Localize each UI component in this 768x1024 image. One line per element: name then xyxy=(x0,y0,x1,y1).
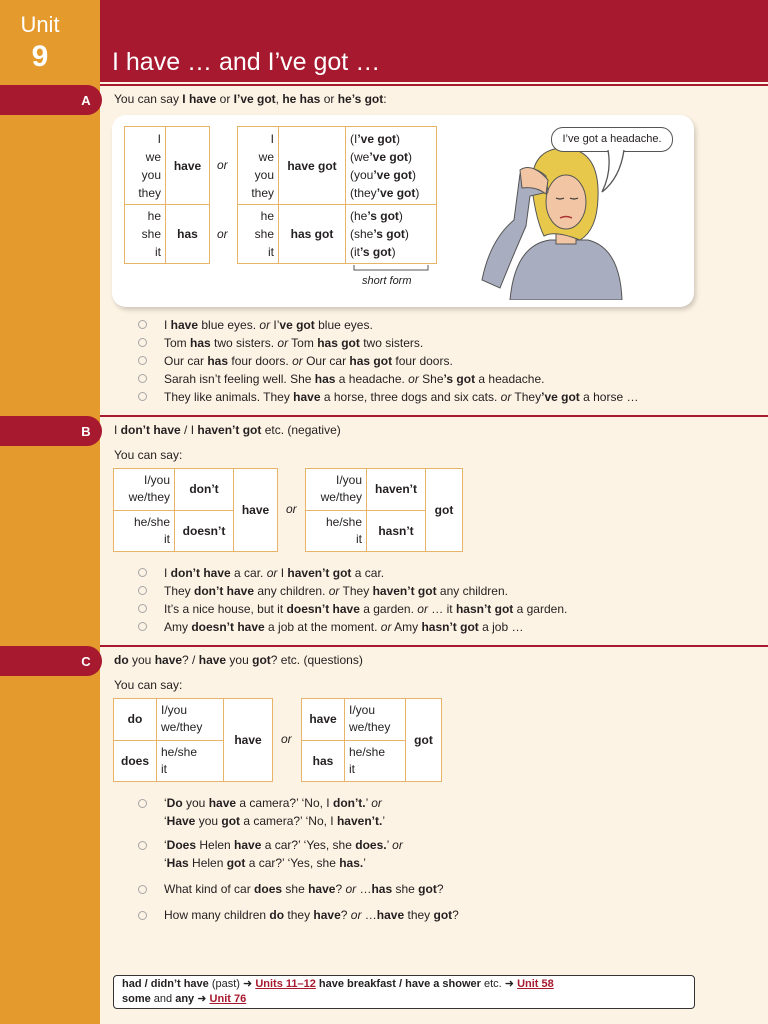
has-cell: has xyxy=(302,740,345,782)
text-segment: have xyxy=(376,908,405,922)
section-a-letter: A xyxy=(81,93,91,108)
text-segment: have xyxy=(313,908,341,922)
example-text xyxy=(164,794,382,812)
text-segment: haven’t got xyxy=(287,566,352,580)
text-segment: you xyxy=(182,796,209,810)
text-segment: she xyxy=(392,882,419,896)
bullet-icon xyxy=(138,356,147,365)
example-text xyxy=(164,812,385,830)
text-segment: have xyxy=(208,796,237,810)
text-segment: a headache. xyxy=(335,372,409,386)
text-segment: Helen xyxy=(188,856,227,870)
text-segment: a car. xyxy=(351,566,385,580)
have-got-table xyxy=(237,126,437,264)
text-segment: have xyxy=(308,882,336,896)
doesnt-cell: doesn’t xyxy=(175,510,234,552)
text-segment: has got xyxy=(317,336,360,350)
text-segment: ’ xyxy=(365,796,372,810)
plural-pronouns-cell: I/you we/they xyxy=(306,469,367,511)
text-segment: has. xyxy=(339,856,364,870)
text-segment: Tom xyxy=(164,336,191,350)
text-segment: They xyxy=(339,584,373,598)
text-segment: any children. xyxy=(436,584,508,598)
hasnt-cell: hasn’t xyxy=(367,510,426,552)
text-segment: ’ve got xyxy=(541,390,580,404)
text-segment: a job … xyxy=(478,620,524,634)
singular-pronouns-cell: he/she it xyxy=(306,510,367,552)
text-segment: ‘ xyxy=(164,814,167,828)
text-segment: etc. ➜ xyxy=(480,978,518,990)
text-segment: or xyxy=(328,584,340,598)
short-form-label: short form xyxy=(362,275,412,287)
text-segment: a horse, three dogs and six cats. xyxy=(320,390,501,404)
section-a-rule xyxy=(100,84,768,86)
got-cell: got xyxy=(426,469,463,552)
section-c-intro: do you have? / have you got? etc. (questions) xyxy=(114,653,363,667)
text-segment: or xyxy=(259,318,271,332)
text-segment: got xyxy=(418,882,437,896)
plural-pronouns-cell: I we you they xyxy=(238,127,279,205)
text-segment: Our car xyxy=(302,354,350,368)
text-segment: has xyxy=(314,372,336,386)
text-segment: … xyxy=(356,882,372,896)
text-segment: any xyxy=(175,993,195,1005)
text-segment: and xyxy=(150,993,176,1005)
bullet-icon xyxy=(138,568,147,577)
singular-pronouns-cell: he she it xyxy=(238,205,279,264)
text-segment: I xyxy=(277,566,288,580)
text-segment: They xyxy=(164,584,195,598)
text-segment: or xyxy=(292,354,303,368)
speech-bubble-tail xyxy=(600,150,630,195)
negative-got-table xyxy=(305,468,463,552)
example-text xyxy=(164,316,373,334)
reference-line xyxy=(122,977,554,990)
short-form-bracket xyxy=(352,264,432,274)
got-cell: got xyxy=(406,699,442,782)
bullet-icon xyxy=(138,885,147,894)
text-segment: Have xyxy=(166,814,196,828)
bullet-icon xyxy=(138,392,147,401)
bullet-icon xyxy=(138,911,147,920)
example-text xyxy=(164,388,638,406)
text-segment: What kind of car xyxy=(164,882,255,896)
singular-pronouns-cell: he she it xyxy=(125,205,166,264)
bullet-icon xyxy=(138,841,147,850)
question-table xyxy=(113,698,273,782)
example-text xyxy=(164,600,567,618)
text-segment: I xyxy=(164,566,171,580)
text-segment: or xyxy=(350,908,362,922)
or-word: or xyxy=(286,502,297,516)
text-segment: do xyxy=(269,908,285,922)
text-segment: two sisters. xyxy=(210,336,278,350)
text-segment: Sarah isn’t feeling well. She xyxy=(164,372,315,386)
bullet-icon xyxy=(138,338,147,347)
bullet-icon xyxy=(138,320,147,329)
short-form-singular-cell: (he’s got) (she’s got) (it’s got) xyxy=(346,205,437,264)
unit-sidebar xyxy=(0,0,100,1024)
text-segment: ? xyxy=(452,908,459,922)
text-segment: have xyxy=(170,318,199,332)
section-c-rule xyxy=(100,645,768,647)
text-segment: does xyxy=(254,882,283,896)
text-segment: ’ xyxy=(382,814,385,828)
text-segment: got xyxy=(226,856,246,870)
or-word: or xyxy=(217,227,228,241)
plural-pronouns-cell: I we you they xyxy=(125,127,166,205)
text-segment: does. xyxy=(355,838,387,852)
unit-label: Unit xyxy=(20,12,60,37)
text-segment: has xyxy=(371,882,393,896)
text-segment: or xyxy=(417,602,428,616)
unit-number: 9 xyxy=(31,40,49,73)
text-segment: haven’t. xyxy=(336,814,383,828)
section-c-letter: C xyxy=(81,654,91,669)
plural-pronouns-cell: I/you we/they xyxy=(114,469,175,511)
text-segment: a garden. xyxy=(513,602,568,616)
text-segment: or xyxy=(345,882,357,896)
example-text xyxy=(164,352,453,370)
page-title: I have … and I’ve got … xyxy=(112,48,381,76)
text-segment: doesn’t have xyxy=(191,620,265,634)
or-word: or xyxy=(217,158,228,172)
have-cell: have xyxy=(224,699,273,782)
example-text xyxy=(164,334,423,352)
havent-cell: haven’t xyxy=(367,469,426,511)
do-cell: do xyxy=(114,699,157,741)
text-segment: Has xyxy=(166,856,189,870)
text-segment: Tom xyxy=(288,336,318,350)
plural-pronouns-cell: I/you we/they xyxy=(345,699,406,741)
text-segment: or xyxy=(266,566,278,580)
text-segment: doesn’t have xyxy=(286,602,360,616)
text-segment: ’ xyxy=(386,838,393,852)
text-segment: ? xyxy=(436,882,444,896)
text-segment: ’s got xyxy=(443,372,476,386)
example-text xyxy=(164,906,459,924)
text-segment: or xyxy=(277,336,289,350)
bullet-icon xyxy=(138,604,147,613)
text-segment: a job at the moment. xyxy=(264,620,381,634)
text-segment: two sisters. xyxy=(359,336,424,350)
singular-pronouns-cell: he/she it xyxy=(345,740,406,782)
text-segment: blue eyes. xyxy=(198,318,260,332)
text-segment: don’t have xyxy=(170,566,231,580)
unit-link[interactable]: Units 11–12 xyxy=(255,978,316,990)
text-segment: ? xyxy=(340,908,351,922)
text-segment: ‘ xyxy=(164,838,167,852)
text-segment: got xyxy=(221,814,241,828)
text-segment: four doors. xyxy=(392,354,453,368)
text-segment: a horse … xyxy=(579,390,639,404)
text-segment: Amy xyxy=(391,620,422,634)
text-segment: have breakfast / have a shower xyxy=(318,978,481,990)
text-segment: has got xyxy=(349,354,393,368)
text-segment: (past) ➜ xyxy=(208,978,256,990)
text-segment: a garden. xyxy=(359,602,418,616)
text-segment: have xyxy=(234,838,262,852)
text-segment: ➜ xyxy=(194,993,210,1005)
section-b-letter: B xyxy=(81,424,91,439)
text-segment: ve got xyxy=(279,318,315,332)
text-segment: or xyxy=(371,796,382,810)
text-segment: ‘ xyxy=(164,796,167,810)
has-cell: has xyxy=(166,205,210,264)
text-segment: you xyxy=(195,814,222,828)
text-segment: Do xyxy=(166,796,183,810)
you-can-say-label: You can say: xyxy=(114,678,183,692)
plural-pronouns-cell: I/you we/they xyxy=(157,699,224,741)
unit-link[interactable]: Unit 76 xyxy=(209,993,247,1005)
text-segment: or xyxy=(500,390,512,404)
text-segment: They like animals. They xyxy=(164,390,294,404)
text-segment: How many children xyxy=(164,908,270,922)
text-segment: or xyxy=(408,372,419,386)
text-segment: a car?’ ‘Yes, she xyxy=(261,838,356,852)
dont-cell: don’t xyxy=(175,469,234,511)
bullet-icon xyxy=(138,374,147,383)
text-segment: I’ xyxy=(270,318,280,332)
text-segment: haven’t got xyxy=(372,584,437,598)
text-segment: hasn’t got xyxy=(455,602,514,616)
have-cell: have xyxy=(166,127,210,205)
or-word: or xyxy=(281,732,292,746)
bullet-icon xyxy=(138,586,147,595)
reference-line xyxy=(122,992,246,1005)
text-segment: a headache. xyxy=(475,372,545,386)
example-text xyxy=(164,564,384,582)
text-segment: … xyxy=(361,908,377,922)
section-b-intro: I don’t have / I haven’t got etc. (negative) xyxy=(114,423,341,437)
text-segment: has xyxy=(207,354,229,368)
text-segment: Does xyxy=(166,838,197,852)
text-segment: It’s a nice house, but it xyxy=(164,602,287,616)
negative-table xyxy=(113,468,278,552)
text-segment: They xyxy=(511,390,542,404)
text-segment: some xyxy=(122,993,151,1005)
speech-bubble: I’ve got a headache. xyxy=(551,127,673,152)
text-segment: ? xyxy=(335,882,346,896)
text-segment: they xyxy=(404,908,434,922)
have-has-table xyxy=(124,126,210,264)
text-segment: she xyxy=(282,882,309,896)
unit-link[interactable]: Unit 58 xyxy=(517,978,554,990)
section-a-intro: You can say I have or I’ve got, he has or he’s got: xyxy=(114,92,387,106)
text-segment: Our car xyxy=(164,354,208,368)
text-segment: got xyxy=(433,908,453,922)
text-segment: a camera?’ ‘No, I xyxy=(236,796,333,810)
example-text xyxy=(164,854,366,872)
example-text xyxy=(164,582,508,600)
bullet-icon xyxy=(138,622,147,631)
text-segment: ’ xyxy=(363,856,366,870)
singular-pronouns-cell: he/she it xyxy=(157,740,224,782)
have-got-cell: have got xyxy=(279,127,346,205)
text-segment: don’t have xyxy=(194,584,255,598)
text-segment: don’t. xyxy=(332,796,366,810)
text-segment: have xyxy=(293,390,321,404)
short-form-plural-cell: (I’ve got) (we’ve got) (you’ve got) (they’ve got) xyxy=(346,127,437,205)
example-text xyxy=(164,618,523,636)
example-text xyxy=(164,836,403,854)
does-cell: does xyxy=(114,740,157,782)
text-segment: or xyxy=(380,620,392,634)
text-segment: Amy xyxy=(164,620,192,634)
text-segment: a camera?’ ‘No, I xyxy=(240,814,337,828)
text-segment: four doors. xyxy=(228,354,293,368)
text-segment: blue eyes. xyxy=(314,318,373,332)
text-segment: … it xyxy=(427,602,456,616)
text-segment: I xyxy=(164,318,171,332)
text-segment: She xyxy=(418,372,444,386)
have-cell: have xyxy=(302,699,345,741)
example-text xyxy=(164,370,545,388)
section-c-examples xyxy=(138,794,658,934)
question-got-table xyxy=(301,698,442,782)
text-segment: they xyxy=(284,908,314,922)
text-segment: a car. xyxy=(230,566,267,580)
text-segment: had / didn’t have xyxy=(122,978,209,990)
example-text xyxy=(164,880,444,898)
you-can-say-label: You can say: xyxy=(114,448,183,462)
text-segment: a car?’ ‘Yes, she xyxy=(245,856,340,870)
text-segment: ‘ xyxy=(164,856,167,870)
text-segment: has xyxy=(190,336,211,350)
has-got-cell: has got xyxy=(279,205,346,264)
bullet-icon xyxy=(138,799,147,808)
text-segment: hasn’t got xyxy=(421,620,479,634)
have-cell: have xyxy=(234,469,278,552)
section-b-rule xyxy=(100,415,768,417)
singular-pronouns-cell: he/she it xyxy=(114,510,175,552)
text-segment: Helen xyxy=(196,838,235,852)
text-segment: or xyxy=(392,838,403,852)
text-segment: any children. xyxy=(254,584,329,598)
